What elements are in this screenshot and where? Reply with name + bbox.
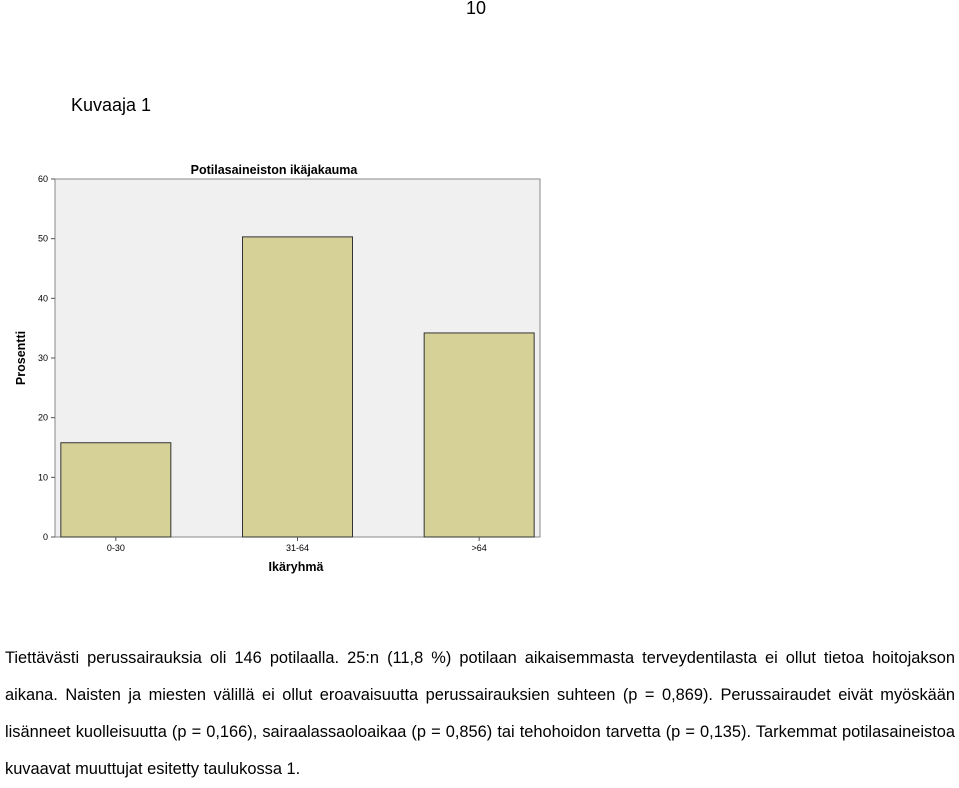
y-axis-label: Prosentti [14, 330, 28, 386]
y-tick-label: 10 [37, 472, 48, 483]
x-axis-label: Ikäryhmä [268, 560, 324, 574]
y-axis [38, 174, 55, 542]
y-tick-label: 30 [37, 353, 48, 363]
x-tick-label: 0-30 [106, 543, 125, 553]
y-tick-label: 50 [37, 233, 48, 244]
body-paragraph: Tiettävästi perussairauksia oli 146 potilaalla. 25:n (11,8 %) potilaan aikaisemmasta terveydentilasta ei ollut tietoa hoitojakson aikana. Naisten ja miesten välillä ei ollut eroavaisuutta perussairauksien suhteen (p = 0,869). Perussairaudet eivät myöskään lisänneet kuolleisuutta (p = 0,166), sairaalassaoloaikaa (p = 0,856) tai tehohoidon tarvetta (p = 0,135). Tarkemmat potilasaineistoa kuvaavat muuttujat esitetty taulukossa 1. [5, 649, 955, 778]
chart-title: Potilasaineiston ikäjakauma [190, 163, 358, 177]
x-tick-label: 31-64 [285, 543, 310, 553]
bar-0-30 [61, 443, 171, 537]
y-tick-label: 20 [37, 412, 48, 423]
bar-31-64 [243, 237, 353, 537]
y-tick-label: 60 [37, 174, 48, 184]
section-heading: Kuvaaja 1 [71, 95, 152, 115]
x-axis [107, 537, 487, 553]
y-tick-label: 40 [37, 293, 48, 304]
y-tick-label: 0 [42, 532, 48, 542]
bar->64 [424, 333, 534, 537]
age-distribution-chart [0, 150, 560, 590]
x-tick-label: >64 [471, 543, 487, 553]
page-number: 10 [466, 0, 487, 18]
